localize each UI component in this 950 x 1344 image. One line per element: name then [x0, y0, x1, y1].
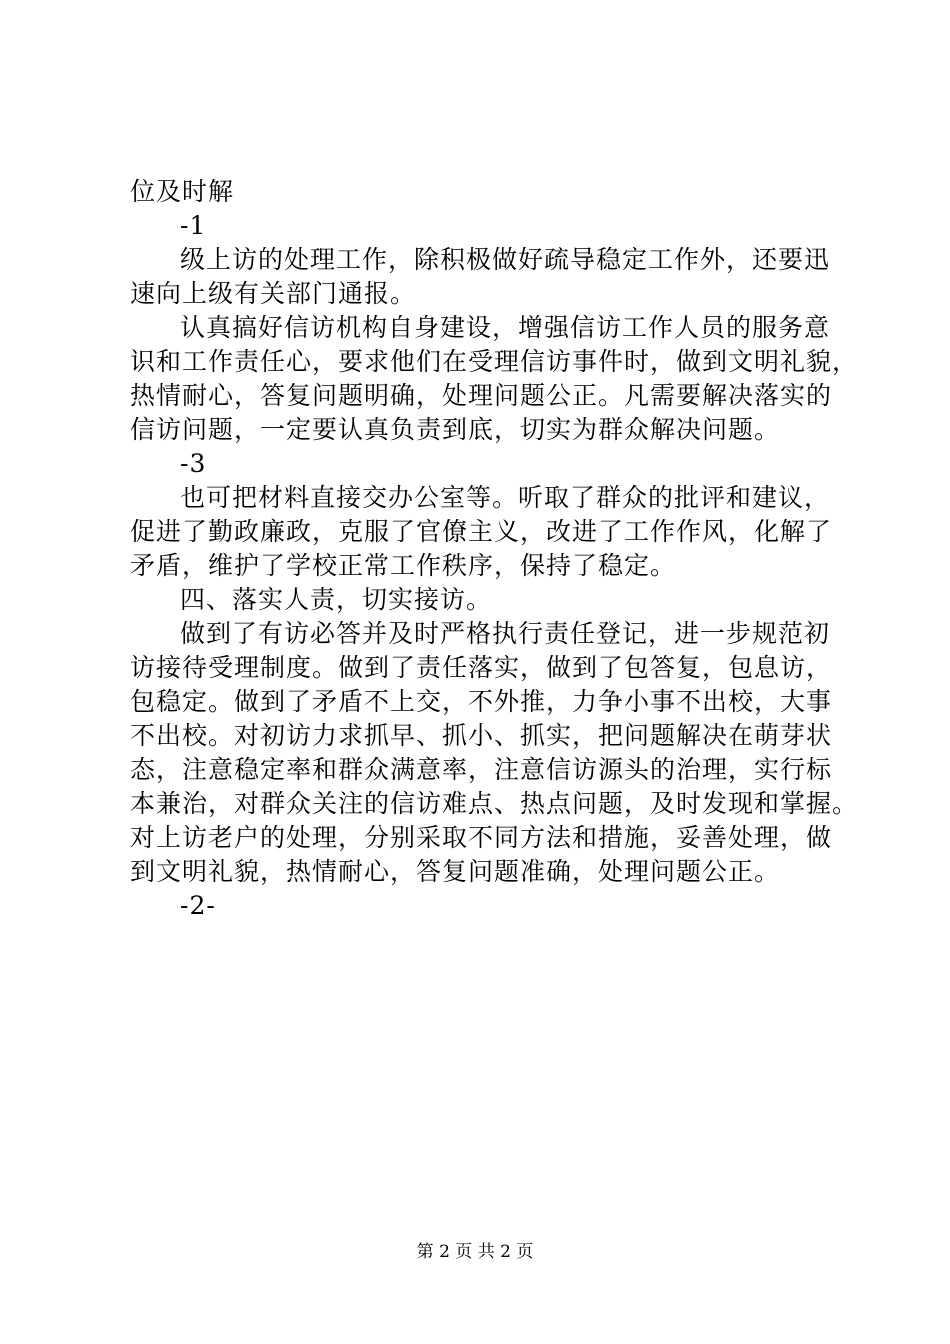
- text-line: 也可把材料直接交办公室等。听取了群众的批评和建议，: [180, 483, 831, 512]
- text-line: 速向上级有关部门通报。: [130, 279, 417, 308]
- text-line: -2-: [180, 891, 216, 920]
- text-line: 信访问题，一定要认真负责到底，切实为群众解决问题。: [130, 415, 781, 444]
- text-line: 位及时解: [130, 177, 235, 206]
- text-line: -3: [180, 449, 207, 478]
- text-line: 认真搞好信访机构自身建设，增强信访工作人员的服务意: [180, 313, 831, 342]
- page-footer: [0, 1240, 950, 1264]
- text-line: 四、落实人责，切实接访。: [180, 585, 493, 614]
- text-line: 热情耐心，答复问题明确，处理问题公正。凡需要解决落实的: [130, 381, 833, 410]
- page-number-label: 第 2 页 共 2 页: [416, 1242, 534, 1262]
- text-line: 级上访的处理工作，除积极做好疏导稳定工作外，还要迅: [180, 245, 831, 274]
- text-line: -1: [180, 211, 207, 240]
- text-line: 不出校。对初访力求抓早、抓小、抓实，把问题解决在萌芽状: [130, 721, 833, 750]
- text-line: 促进了勤政廉政，克服了官僚主义，改进了工作作风，化解了: [130, 517, 833, 546]
- text-line: 态，注意稳定率和群众满意率，注意信访源头的治理，实行标: [130, 755, 833, 784]
- text-line: 做到了有访必答并及时严格执行责任登记，进一步规范初: [180, 619, 831, 648]
- text-line: 识和工作责任心，要求他们在受理信访事件时，做到文明礼貌，: [130, 347, 859, 376]
- text-line: 矛盾，维护了学校正常工作秩序，保持了稳定。: [130, 551, 677, 580]
- text-line: 包稳定。做到了矛盾不上交，不外推，力争小事不出校，大事: [130, 687, 833, 716]
- document-body: [130, 175, 859, 923]
- text-line: 对上访老户的处理，分别采取不同方法和措施，妥善处理，做: [130, 823, 833, 852]
- text-line: 到文明礼貌，热情耐心，答复问题准确，处理问题公正。: [130, 857, 781, 886]
- text-line: 本兼治，对群众关注的信访难点、热点问题，及时发现和掌握。: [130, 789, 859, 818]
- text-line: 访接待受理制度。做到了责任落实，做到了包答复，包息访，: [130, 653, 833, 682]
